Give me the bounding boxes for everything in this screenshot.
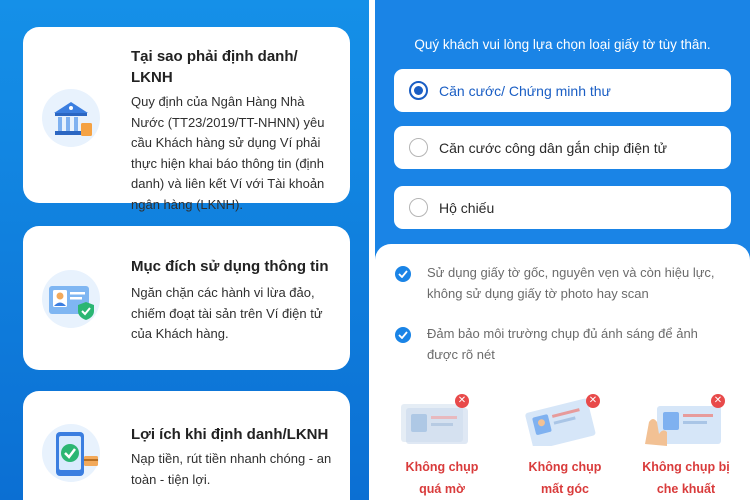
option-chip-id-card[interactable]	[394, 126, 731, 169]
blurry-card-icon	[397, 394, 487, 446]
error-x-icon: ✕	[455, 394, 469, 408]
bad-example-caption: Không chụp quá mờ	[405, 460, 479, 496]
info-card-benefits	[23, 391, 350, 500]
radio-unselected-icon[interactable]	[409, 198, 428, 217]
check-icon	[395, 266, 411, 282]
radio-selected-icon[interactable]	[409, 81, 428, 100]
option-id-card[interactable]	[394, 69, 731, 112]
bad-example-caption: Không chụp mất góc	[528, 460, 602, 496]
bad-example-caption: Không chụp bị che khuất	[642, 460, 730, 496]
error-x-icon: ✕	[586, 394, 600, 408]
bad-example-cropped	[510, 394, 620, 500]
option-label: Hộ chiếu	[439, 199, 495, 216]
option-passport[interactable]	[394, 186, 731, 229]
bad-example-blurry	[387, 394, 497, 500]
option-label: Căn cước/ Chứng minh thư	[439, 82, 611, 99]
info-card-purpose	[23, 226, 350, 370]
info-card-title: Mục đích sử dụng thông tin	[131, 258, 329, 275]
radio-unselected-icon[interactable]	[409, 138, 428, 157]
id-card-shield-icon	[40, 268, 102, 330]
photo-guidelines-sheet	[375, 244, 750, 500]
guideline-text: Sử dụng giấy tờ gốc, nguyên vẹn và còn hiệu lực, không sử dụng giấy tờ photo hay scan	[427, 265, 715, 301]
info-panel	[0, 0, 369, 500]
info-card-title: Lợi ích khi định danh/LKNH	[131, 426, 329, 443]
error-x-icon: ✕	[711, 394, 725, 408]
document-type-panel	[375, 0, 750, 500]
info-card-title: Tại sao phải định danh/ LKNH	[131, 48, 298, 86]
covered-card-icon	[641, 394, 731, 446]
check-icon	[395, 327, 411, 343]
option-label: Căn cước công dân gắn chip điện tử	[439, 139, 667, 156]
bank-icon	[40, 87, 102, 149]
info-card-description: Quy định của Ngân Hàng Nhà Nước (TT23/2019/TT-NHNN) yêu cầu Khách hàng sử dụng Ví phải thực hiện khai báo thông tin (định danh) và liên kết Ví với Tài khoản ngân hàng (LKNH).	[131, 94, 325, 212]
guideline-text: Đảm bảo môi trường chụp đủ ánh sáng để ảnh được rõ nét	[427, 326, 698, 362]
cropped-card-icon	[520, 394, 610, 446]
document-type-prompt: Quý khách vui lòng lựa chọn loại giấy tờ tùy thân.	[414, 37, 711, 52]
info-card-description: Nạp tiền, rút tiền nhanh chóng - an toàn - tiện lợi.	[131, 451, 332, 487]
bad-example-covered	[631, 394, 741, 500]
phone-check-icon	[40, 422, 102, 484]
info-card-description: Ngăn chặn các hành vi lừa đảo, chiếm đoạt tài sản trên Ví điện tử của Khách hàng.	[131, 285, 323, 341]
info-card-why-identify	[23, 27, 350, 212]
